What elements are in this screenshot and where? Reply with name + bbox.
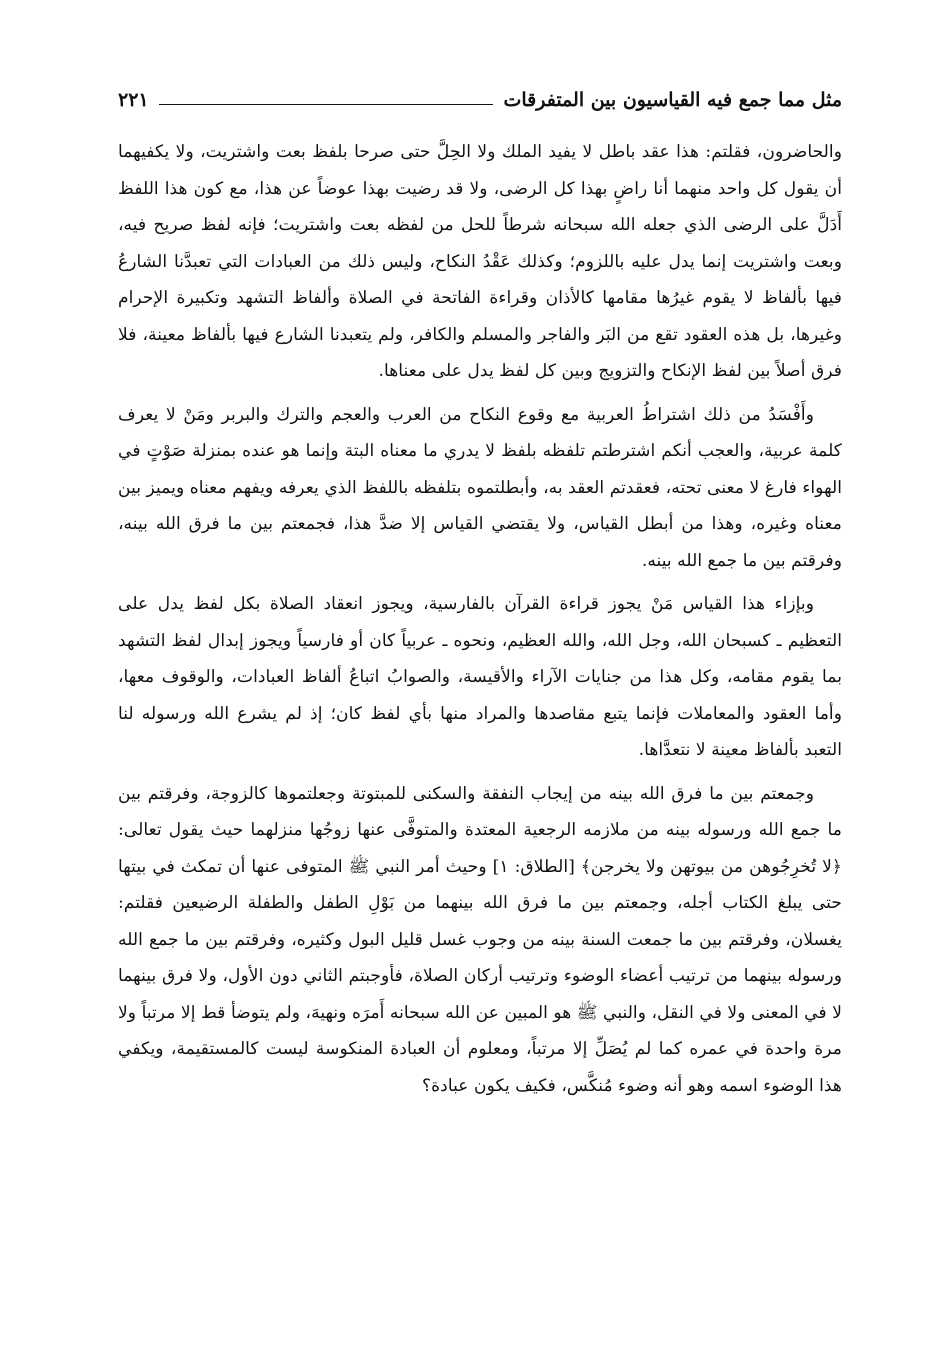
page-header [118,78,842,122]
paragraph-3: وبإزاء هذا القياس مَنْ يجوز قراءة القرآن بالفارسية، ويجوز انعقاد الصلاة بكل لفظ يدل على التعظيم ـ كسبحان الله، وجل الله، والله العظيم، ونحوه ـ عربياً كان أو فارسياً ويجوز إبدال لفظ التشهد بما يقوم مقامه، وكل هذا من جنايات الآراء والأقيسة، والصوابُ اتباعُ ألفاظ العبادات، والوقوف معها، وأما العقود والمعاملات فإنما يتبع مقاصدها والمراد منها بأي لفظ كان؛ إذ لم يشرع الله ورسوله لنا التعبد بألفاظ معينة لا نتعدَّاها. [118,594,842,760]
paragraph-2: وأَفْسَدُ من ذلك اشتراطُ العربية مع وقوع النكاح من العرب والعجم والترك والبربر ومَنْ لا يعرف كلمة عربية، والعجب أنكم اشترطتم تلفظه بلفظ لا يدري ما معناه البتة وإنما هو عنده بمنزلة صَوْتٍ في الهواء فارغ لا معنى تحته، فعقدتم العقد به، وأبطلتموه بتلفظه باللفظ الذي يعرفه ويفهم معناه ويميز بين معناه وغيره، وهذا من أبطل القياس، ولا يقتضي القياس إلا ضدَّ هذا، فجمعتم بين ما فرق الله بينه، وفرقتم بين ما جمع الله بينه. [118,404,842,571]
body-text [118,134,842,1104]
header-rule [159,104,494,105]
paragraph-4: وجمعتم بين ما فرق الله بينه من إيجاب النفقة والسكنى للمبتوتة وجعلتموها كالزوجة، وفرقتم بين ما جمع الله ورسوله بينه من ملازمه الرجعية المعتدة والمتوفَّى عنها زوجُها منزلهما حيث يقول تعالى: ﴿لا تُخرِجُوهن من بيوتهن ولا يخرجن﴾ [الطلاق: ١] وحيث أمر النبي ﷺ المتوفى عنها أن تمكث في بيتها حتى يبلغ الكتاب أجله، وجمعتم بين ما فرق الله بينهما من بَوْلِ الطفل والطفلة الرضيعين فقلتم: يغسلان، وفرقتم بين ما جمعت السنة بينه من وجوب غسل قليل البول وكثيره، وفرقتم بين ما جمع الله ورسوله بينهما من ترتيب أعضاء الوضوء وترتيب أركان الصلاة، فأوجبتم الثاني دون الأول، ولا فرق بينهما لا في المعنى ولا في النقل، والنبي ﷺ هو المبين عن الله سبحانه أَمرَه ونهيهَ، ولم يتوضأ قط إلا مرتباً ولا مرة واحدة في عمره كما لم يُصَلِّ إلا مرتباً، ومعلوم أن العبادة المنكوسة ليست كالمستقيمة، ويكفي هذا الوضوء اسمه وهو أنه وضوء مُنكَّس، فكيف يكون عبادة؟ [118,783,842,1096]
paragraph-1: والحاضرون، فقلتم: هذا عقد باطل لا يفيد الملك ولا الحِلَّ حتى صرحا بلفظ بعت واشتريت، ولا يكفيهما أن يقول كل واحد منهما أنا راضٍ بهذا كل الرضى، ولا قد رضيت بهذا عوضاً عن هذا، مع كون هذا اللفظ أَدَلَّ على الرضى الذي جعله الله سبحانه شرطاً للحل من لفظه بعت واشتريت؛ فإنه لفظ صريح فيه، وبعت واشتريت إنما يدل عليه باللزوم؛ وكذلك عَقْدُ النكاح، وليس ذلك من العبادات التي تعبدَّنا الشارعُ فيها بألفاظ لا يقوم غيرُها مقامها كالأذان وقراءة الفاتحة في الصلاة وألفاظ التشهد وتكبيرة الإحرام وغيرها، بل هذه العقود تقع من البَر والفاجر والمسلم والكافر، ولم يتعبدنا الشارع فيها بألفاظ معينة، فلا فرق أصلاً بين لفظ الإنكاح والتزويج وبين كل لفظ يدل على معناها. [118,142,842,381]
running-title: مثل مما جمع فيه القياسيون بين المتفرقات [503,88,842,111]
book-page [118,78,842,1111]
page-number: ٢٢١ [118,89,149,111]
